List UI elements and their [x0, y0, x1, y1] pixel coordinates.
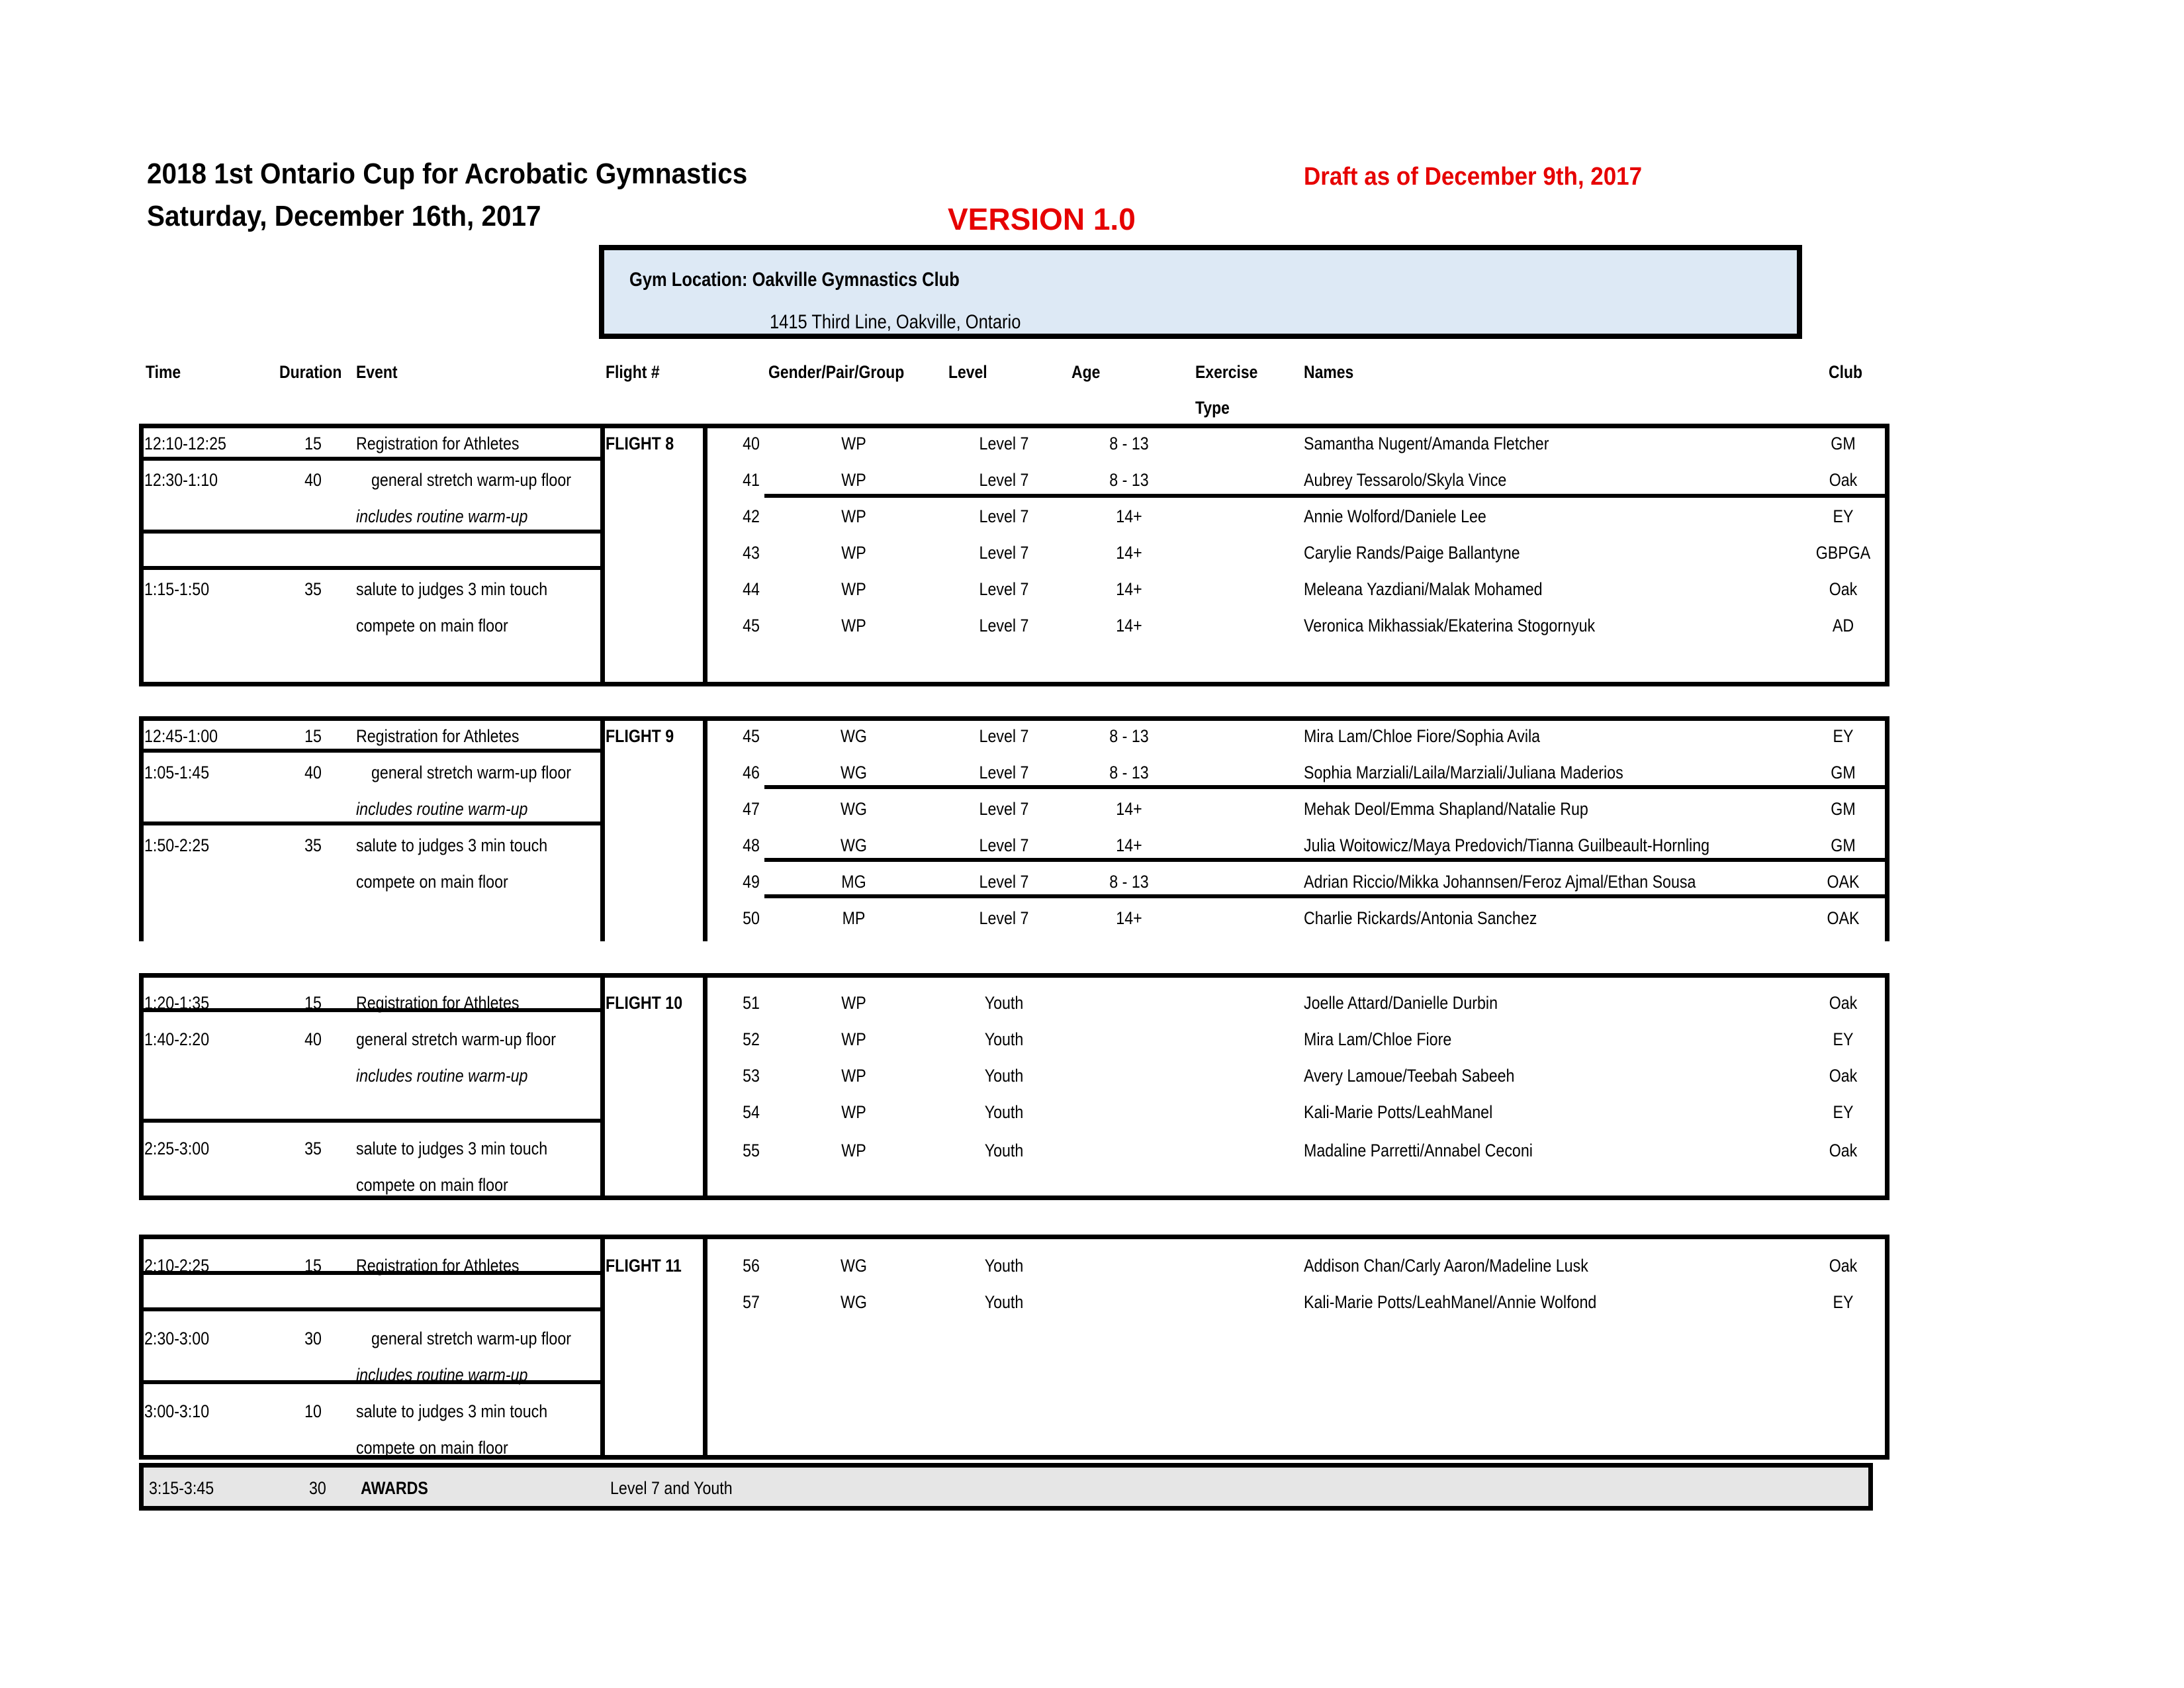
- entry-gender: MP: [842, 908, 866, 928]
- entry-club: Oak: [1829, 993, 1858, 1013]
- entry-age: 14+: [1116, 908, 1142, 928]
- entry-gender: WP: [841, 1029, 866, 1049]
- entry-club: GM: [1831, 799, 1856, 819]
- entry-number: 55: [743, 1140, 760, 1160]
- entry-age: 8 - 13: [1109, 726, 1149, 746]
- schedule-event: salute to judges 3 min touch: [356, 579, 548, 599]
- schedule-time: 1:20-1:35: [144, 993, 210, 1013]
- divider: [703, 716, 707, 941]
- entry-gender: WP: [841, 1066, 866, 1086]
- entry-age: 8 - 13: [1109, 434, 1149, 453]
- entry-names: Addison Chan/Carly Aaron/Madeline Lusk: [1304, 1256, 1588, 1276]
- schedule-event: Registration for Athletes: [356, 993, 520, 1013]
- awards-time: 3:15-3:45: [149, 1478, 214, 1498]
- schedule-event: general stretch warm-up floor: [371, 470, 571, 490]
- entry-number: 52: [743, 1029, 760, 1049]
- entry-names: Samantha Nugent/Amanda Fletcher: [1304, 434, 1549, 453]
- entry-level: Youth: [984, 1066, 1024, 1086]
- entry-club: EY: [1833, 506, 1854, 526]
- schedule-duration: 40: [304, 763, 322, 782]
- entry-level: Youth: [984, 993, 1024, 1013]
- entry-club: OAK: [1827, 908, 1860, 928]
- flight-label: FLIGHT 8: [606, 434, 674, 453]
- entry-gender: WG: [841, 1256, 867, 1276]
- schedule-time: 1:50-2:25: [144, 835, 210, 855]
- col-time: Time: [146, 362, 181, 382]
- entry-number: 43: [743, 543, 760, 563]
- entry-club: GBPGA: [1815, 543, 1871, 563]
- divider: [139, 1307, 602, 1311]
- schedule-duration: 40: [304, 470, 322, 490]
- entry-names: Kali-Marie Potts/LeahManel: [1304, 1102, 1493, 1122]
- schedule-time: 12:45-1:00: [144, 726, 218, 746]
- schedule-event: salute to judges 3 min touch: [356, 835, 548, 855]
- entry-age: 8 - 13: [1109, 872, 1149, 892]
- entry-club: GM: [1831, 763, 1856, 782]
- draft-note: Draft as of December 9th, 2017: [1304, 163, 1643, 191]
- entry-gender: WP: [841, 506, 866, 526]
- entry-names: Meleana Yazdiani/Malak Mohamed: [1304, 579, 1543, 599]
- entry-level: Level 7: [979, 763, 1029, 782]
- schedule-duration: 35: [304, 1139, 322, 1158]
- divider: [600, 973, 605, 1200]
- entry-gender: WP: [841, 1102, 866, 1122]
- entry-level: Youth: [984, 1292, 1024, 1312]
- entry-gender: WG: [841, 763, 867, 782]
- entry-gender: WP: [841, 579, 866, 599]
- entry-names: Adrian Riccio/Mikka Johannsen/Feroz Ajmal/Ethan Sousa: [1304, 872, 1696, 892]
- entry-number: 51: [743, 993, 760, 1013]
- col-duration: Duration: [279, 362, 342, 382]
- schedule-note: compete on main floor: [356, 872, 508, 892]
- entry-gender: WP: [841, 993, 866, 1013]
- entry-age: 14+: [1116, 579, 1142, 599]
- schedule-event: general stretch warm-up floor: [356, 1029, 556, 1049]
- schedule-time: 3:00-3:10: [144, 1401, 210, 1421]
- divider: [139, 1119, 602, 1123]
- entry-gender: WG: [841, 1292, 867, 1312]
- entry-club: Oak: [1829, 1066, 1858, 1086]
- flight-label: FLIGHT 9: [606, 726, 674, 746]
- document-title: 2018 1st Ontario Cup for Acrobatic Gymnastics: [147, 158, 748, 190]
- entry-number: 56: [743, 1256, 760, 1276]
- schedule-note: includes routine warm-up: [356, 799, 528, 819]
- entry-names: Joelle Attard/Danielle Durbin: [1304, 993, 1498, 1013]
- flight-label: FLIGHT 10: [606, 993, 683, 1013]
- divider: [764, 858, 1889, 862]
- schedule-duration: 30: [304, 1329, 322, 1348]
- entry-age: 14+: [1116, 799, 1142, 819]
- entry-number: 44: [743, 579, 760, 599]
- entry-level: Level 7: [979, 543, 1029, 563]
- entry-number: 41: [743, 470, 760, 490]
- gym-location-label: Gym Location: Oakville Gymnastics Club: [629, 269, 960, 291]
- entry-gender: WP: [841, 470, 866, 490]
- entry-age: 14+: [1116, 616, 1142, 635]
- schedule-note: compete on main floor: [356, 1175, 508, 1195]
- entry-level: Youth: [984, 1102, 1024, 1122]
- entry-names: Mira Lam/Chloe Fiore: [1304, 1029, 1452, 1049]
- entry-gender: MG: [841, 872, 866, 892]
- schedule-event: salute to judges 3 min touch: [356, 1139, 548, 1158]
- schedule-time: 2:25-3:00: [144, 1139, 210, 1158]
- entry-age: 14+: [1116, 506, 1142, 526]
- schedule-time: 1:05-1:45: [144, 763, 210, 782]
- col-names: Names: [1304, 362, 1354, 382]
- awards-event: AWARDS: [361, 1478, 428, 1498]
- divider: [764, 894, 1889, 898]
- entry-number: 46: [743, 763, 760, 782]
- schedule-event: Registration for Athletes: [356, 726, 520, 746]
- entry-number: 49: [743, 872, 760, 892]
- version-label: VERSION 1.0: [948, 202, 1136, 236]
- entry-names: Kali-Marie Potts/LeahManel/Annie Wolfond: [1304, 1292, 1597, 1312]
- entry-age: 14+: [1116, 835, 1142, 855]
- entry-names: Avery Lamoue/Teebah Sabeeh: [1304, 1066, 1515, 1086]
- entry-level: Youth: [984, 1029, 1024, 1049]
- col-event: Event: [356, 362, 398, 382]
- entry-number: 50: [743, 908, 760, 928]
- divider: [703, 424, 707, 686]
- event-date: Saturday, December 16th, 2017: [147, 200, 541, 232]
- entry-level: Level 7: [979, 908, 1029, 928]
- entry-club: EY: [1833, 1102, 1854, 1122]
- entry-level: Level 7: [979, 616, 1029, 635]
- entry-club: Oak: [1829, 1256, 1858, 1276]
- divider: [139, 716, 1889, 721]
- divider: [703, 973, 707, 1200]
- entry-number: 45: [743, 616, 760, 635]
- schedule-note: includes routine warm-up: [356, 1066, 528, 1086]
- entry-gender: WP: [841, 434, 866, 453]
- col-gender: Gender/Pair/Group: [768, 362, 905, 382]
- entry-number: 42: [743, 506, 760, 526]
- entry-gender: WP: [841, 543, 866, 563]
- schedule-duration: 15: [304, 434, 322, 453]
- schedule-duration: 15: [304, 993, 322, 1013]
- schedule-time: 2:10-2:25: [144, 1256, 210, 1276]
- entry-level: Level 7: [979, 872, 1029, 892]
- schedule-duration: 35: [304, 579, 322, 599]
- entry-number: 57: [743, 1292, 760, 1312]
- entry-level: Level 7: [979, 506, 1029, 526]
- entry-club: Oak: [1829, 579, 1858, 599]
- divider: [764, 494, 1889, 498]
- entry-names: Sophia Marziali/Laila/Marziali/Juliana Maderios: [1304, 763, 1623, 782]
- gym-location-box: [599, 245, 1802, 339]
- entry-number: 54: [743, 1102, 760, 1122]
- schedule-event: general stretch warm-up floor: [371, 1329, 571, 1348]
- entry-club: Oak: [1829, 1140, 1858, 1160]
- schedule-time: 12:10-12:25: [144, 434, 226, 453]
- col-age: Age: [1071, 362, 1101, 382]
- awards-note: Level 7 and Youth: [610, 1478, 733, 1498]
- entry-number: 48: [743, 835, 760, 855]
- schedule-event: salute to judges 3 min touch: [356, 1401, 548, 1421]
- entry-level: Level 7: [979, 835, 1029, 855]
- schedule-duration: 10: [304, 1401, 322, 1421]
- schedule-duration: 35: [304, 835, 322, 855]
- entry-club: EY: [1833, 1292, 1854, 1312]
- schedule-event: Registration for Athletes: [356, 434, 520, 453]
- divider: [703, 1235, 707, 1460]
- entry-number: 53: [743, 1066, 760, 1086]
- gym-address: 1415 Third Line, Oakville, Ontario: [770, 311, 1021, 333]
- entry-level: Youth: [984, 1256, 1024, 1276]
- divider: [139, 530, 602, 534]
- entry-names: Veronica Mikhassiak/Ekaterina Stogornyuk: [1304, 616, 1596, 635]
- schedule-time: 12:30-1:10: [144, 470, 218, 490]
- divider: [139, 566, 602, 570]
- schedule-note: includes routine warm-up: [356, 1365, 528, 1385]
- divider: [139, 821, 602, 825]
- entry-gender: WG: [841, 726, 867, 746]
- entry-level: Youth: [984, 1140, 1024, 1160]
- entry-gender: WG: [841, 835, 867, 855]
- entry-level: Level 7: [979, 434, 1029, 453]
- schedule-duration: 15: [304, 1256, 322, 1276]
- entry-club: Oak: [1829, 470, 1858, 490]
- entry-number: 40: [743, 434, 760, 453]
- entry-level: Level 7: [979, 726, 1029, 746]
- col-flight: Flight #: [606, 362, 660, 382]
- schedule-time: 1:40-2:20: [144, 1029, 210, 1049]
- entry-club: EY: [1833, 1029, 1854, 1049]
- entry-names: Julia Woitowicz/Maya Predovich/Tianna Guilbeault-Hornling: [1304, 835, 1710, 855]
- divider: [600, 1235, 605, 1460]
- divider: [139, 749, 602, 753]
- col-exercise-type: Type: [1195, 398, 1230, 418]
- schedule-note: includes routine warm-up: [356, 506, 528, 526]
- schedule-event: Registration for Athletes: [356, 1256, 520, 1276]
- entry-age: 8 - 13: [1109, 470, 1149, 490]
- entry-club: AD: [1832, 616, 1854, 635]
- entry-names: Madaline Parretti/Annabel Ceconi: [1304, 1140, 1533, 1160]
- schedule-time: 2:30-3:00: [144, 1329, 210, 1348]
- entry-level: Level 7: [979, 799, 1029, 819]
- divider: [139, 457, 602, 461]
- entry-gender: WG: [841, 799, 867, 819]
- schedule-note: compete on main floor: [356, 616, 508, 635]
- entry-names: Mehak Deol/Emma Shapland/Natalie Rup: [1304, 799, 1588, 819]
- divider: [764, 785, 1889, 789]
- entry-names: Aubrey Tessarolo/Skyla Vince: [1304, 470, 1507, 490]
- schedule-duration: 40: [304, 1029, 322, 1049]
- entry-number: 45: [743, 726, 760, 746]
- entry-club: GM: [1831, 434, 1856, 453]
- divider: [1885, 716, 1889, 941]
- schedule-duration: 15: [304, 726, 322, 746]
- entry-names: Mira Lam/Chloe Fiore/Sophia Avila: [1304, 726, 1541, 746]
- col-club: Club: [1829, 362, 1862, 382]
- entry-age: 8 - 13: [1109, 763, 1149, 782]
- flight-label: FLIGHT 11: [606, 1256, 682, 1276]
- entry-club: OAK: [1827, 872, 1860, 892]
- entry-club: GM: [1831, 835, 1856, 855]
- schedule-time: 1:15-1:50: [144, 579, 210, 599]
- entry-names: Charlie Rickards/Antonia Sanchez: [1304, 908, 1537, 928]
- col-level: Level: [948, 362, 987, 382]
- col-exercise: Exercise: [1195, 362, 1258, 382]
- entry-number: 47: [743, 799, 760, 819]
- entry-gender: WP: [841, 616, 866, 635]
- entry-level: Level 7: [979, 470, 1029, 490]
- entry-level: Level 7: [979, 579, 1029, 599]
- awards-duration: 30: [309, 1478, 326, 1498]
- entry-names: Annie Wolford/Daniele Lee: [1304, 506, 1486, 526]
- entry-gender: WP: [841, 1140, 866, 1160]
- divider: [600, 424, 605, 686]
- schedule-note: compete on main floor: [356, 1438, 508, 1458]
- schedule-event: general stretch warm-up floor: [371, 763, 571, 782]
- entry-names: Carylie Rands/Paige Ballantyne: [1304, 543, 1520, 563]
- entry-club: EY: [1833, 726, 1854, 746]
- awards-row: [139, 1463, 1873, 1511]
- entry-age: 14+: [1116, 543, 1142, 563]
